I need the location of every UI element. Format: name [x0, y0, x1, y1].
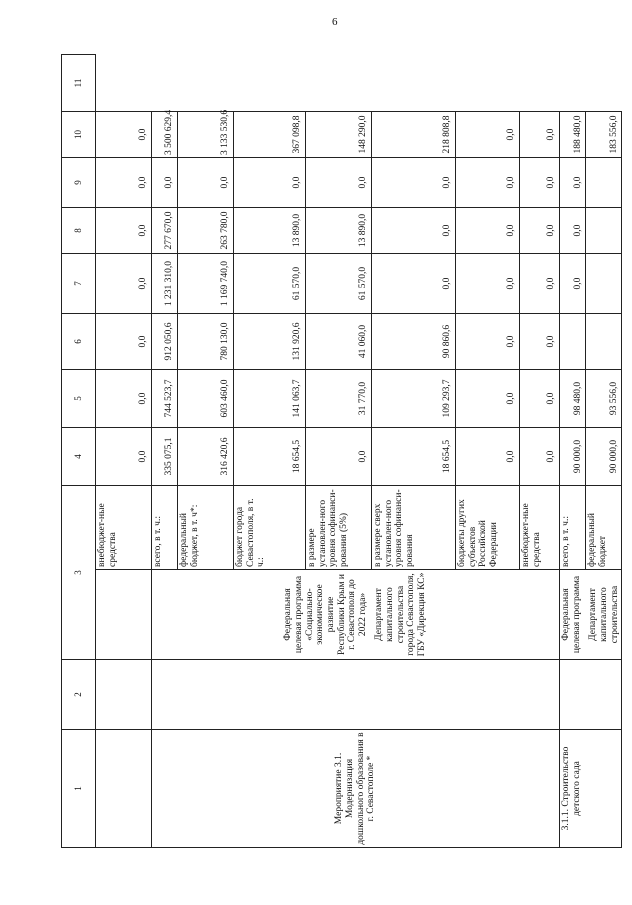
page-number: 6 [332, 16, 338, 28]
source-label: федеральный бюджет, в т. ч*: [178, 486, 234, 570]
value-cell: 335 075,1 [152, 428, 178, 486]
value-cell: 0,0 [520, 314, 560, 370]
value-cell: 0,0 [234, 158, 306, 208]
source-label: внебюджет-ные средства [520, 486, 560, 570]
value-cell: 0,0 [520, 254, 560, 314]
value-cell: 0,0 [152, 158, 178, 208]
value-cell [560, 314, 586, 370]
executor-name: Департамент капитального строительства [588, 585, 620, 644]
value-cell: 780 130,0 [178, 314, 234, 370]
program-name [152, 570, 560, 660]
value-cell: 0,0 [178, 158, 234, 208]
value-cell: 0,0 [372, 158, 456, 208]
source-label: всего, в т. ч.: [560, 486, 586, 570]
value-cell: 603 460,0 [178, 370, 234, 428]
value-cell: 0,0 [560, 208, 586, 254]
header-cell: 5 [62, 370, 96, 428]
value-cell: 0,0 [456, 208, 520, 254]
value-cell: 0,0 [456, 112, 520, 158]
header-cell: 2 [62, 660, 96, 730]
value-cell: 0,0 [96, 370, 152, 428]
value-cell: 0,0 [372, 208, 456, 254]
value-cell: 0,0 [96, 314, 152, 370]
program-name [560, 570, 622, 660]
value-cell [586, 314, 622, 370]
value-cell [586, 208, 622, 254]
value-cell: 31 770,0 [306, 370, 372, 428]
header-cell: 10 [62, 112, 96, 158]
value-cell: 90 000,0 [586, 428, 622, 486]
value-cell: 218 808,8 [372, 112, 456, 158]
header-row [62, 55, 96, 848]
value-cell: 316 420,6 [178, 428, 234, 486]
measure-title: Мероприятие 3.1. Модернизация дошкольного образования в г. Севастополе * [152, 730, 560, 848]
budget-table-rotated [61, 54, 620, 848]
budget-table [61, 54, 622, 848]
header-cell: 4 [62, 428, 96, 486]
table-row [96, 55, 152, 848]
value-cell: 90 860,6 [372, 314, 456, 370]
value-cell: 0,0 [372, 254, 456, 314]
executor-name: Департамент капитального строительства города Севастополя, ГБУ «Дирекция КС» [374, 572, 427, 657]
value-cell: 0,0 [456, 314, 520, 370]
value-cell: 0,0 [456, 254, 520, 314]
value-cell: 1 169 740,0 [178, 254, 234, 314]
value-cell: 61 570,0 [306, 254, 372, 314]
value-cell: 367 098,8 [234, 112, 306, 158]
value-cell: 0,0 [560, 158, 586, 208]
value-cell: 141 063,7 [234, 370, 306, 428]
value-cell: 188 480,0 [560, 112, 586, 158]
header-cell: 8 [62, 208, 96, 254]
value-cell: 98 480,0 [560, 370, 586, 428]
value-cell [586, 158, 622, 208]
value-cell: 0,0 [520, 428, 560, 486]
value-cell: 744 523,7 [152, 370, 178, 428]
value-cell: 277 670,0 [152, 208, 178, 254]
value-cell: 0,0 [96, 112, 152, 158]
value-cell: 0,0 [96, 254, 152, 314]
header-cell: 3 [62, 486, 96, 660]
value-cell: 148 290,0 [306, 112, 372, 158]
value-cell: 0,0 [96, 158, 152, 208]
header-cell: 1 [62, 730, 96, 848]
source-label: бюджеты других субъектов Российской Федерации [456, 486, 520, 570]
value-cell: 263 780,0 [178, 208, 234, 254]
value-cell: 3 133 530,6 [178, 112, 234, 158]
item-title: 3.1.1. Строительство детского сада [560, 730, 622, 848]
value-cell: 18 654,5 [234, 428, 306, 486]
header-cell: 6 [62, 314, 96, 370]
value-cell: 61 570,0 [234, 254, 306, 314]
value-cell [586, 254, 622, 314]
value-cell: 183 556,0 [586, 112, 622, 158]
source-label: федеральный бюджет [586, 486, 622, 570]
source-label: всего, в т. ч.: [152, 486, 178, 570]
value-cell: 0,0 [520, 158, 560, 208]
header-cell: 7 [62, 254, 96, 314]
table-row [560, 55, 586, 848]
value-cell: 0,0 [306, 428, 372, 486]
value-cell: 93 556,0 [586, 370, 622, 428]
header-cell: 9 [62, 158, 96, 208]
program-name-text: Федеральная целевая программа [561, 575, 582, 654]
value-cell: 3 500 629,4 [152, 112, 178, 158]
value-cell: 0,0 [456, 370, 520, 428]
value-cell: 0,0 [520, 370, 560, 428]
value-cell: 0,0 [96, 428, 152, 486]
value-cell: 13 890,0 [306, 208, 372, 254]
value-cell: 0,0 [520, 112, 560, 158]
value-cell: 1 231 310,0 [152, 254, 178, 314]
program-name-text: Федеральная целевая программа «Социально-экономическое развитие Республики Крым и г. Севастополя до 2022 года» [283, 574, 368, 655]
header-cell: 11 [62, 55, 96, 112]
value-cell: 13 890,0 [234, 208, 306, 254]
value-cell: 131 920,6 [234, 314, 306, 370]
value-cell: 0,0 [306, 158, 372, 208]
value-cell: 0,0 [96, 208, 152, 254]
table-row [152, 55, 178, 848]
value-cell: 90 000,0 [560, 428, 586, 486]
source-label: в размере установлен-ного уровня софинанси-рования (5%) [306, 486, 372, 570]
source-label: в размере сверх установлен-ного уровня софинанси-рования [372, 486, 456, 570]
source-label: внебюджет-ные средства [96, 486, 152, 570]
source-label: бюджет города Севастополя, в т. ч.: [234, 486, 306, 570]
value-cell: 18 654,5 [372, 428, 456, 486]
value-cell: 0,0 [560, 254, 586, 314]
value-cell: 912 050,6 [152, 314, 178, 370]
value-cell: 109 293,7 [372, 370, 456, 428]
value-cell: 0,0 [520, 208, 560, 254]
value-cell: 0,0 [456, 158, 520, 208]
value-cell: 41 060,0 [306, 314, 372, 370]
value-cell: 0,0 [456, 428, 520, 486]
